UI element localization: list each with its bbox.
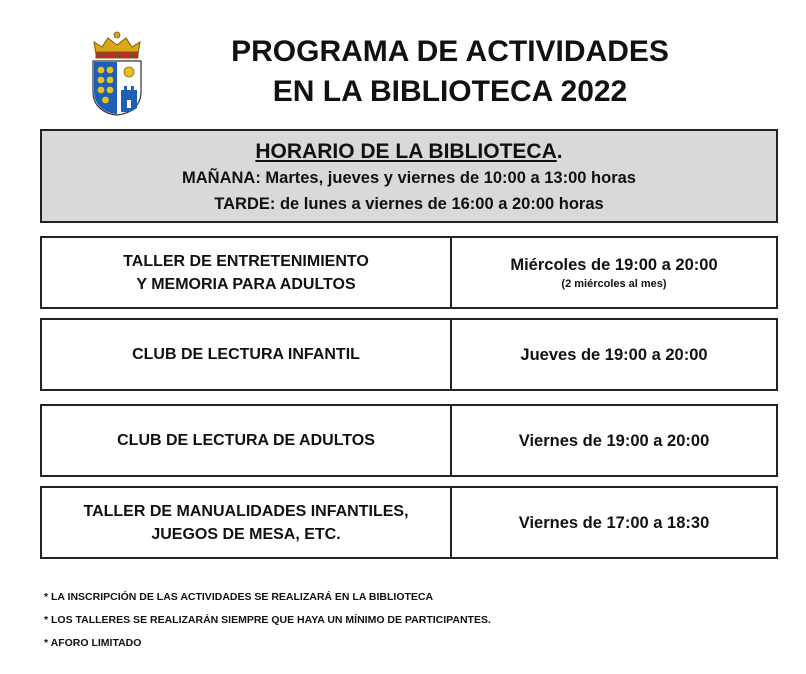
footnote: * AFORO LIMITADO — [44, 637, 142, 649]
activity-schedule: Jueves de 19:00 a 20:00 — [520, 345, 708, 364]
library-hours-box — [40, 129, 778, 223]
activity-row — [40, 318, 778, 391]
hours-morning: MAÑANA: Martes, jueves y viernes de 10:00 a 13:00 horas — [182, 169, 636, 187]
page-title — [200, 32, 700, 112]
activity-name: CLUB DE LECTURA DE ADULTOS — [42, 406, 452, 475]
activity-name: TALLER DE MANUALIDADES INFANTILES, JUEGOS DE MESA, ETC. — [42, 488, 452, 557]
activity-schedule: Viernes de 19:00 a 20:00 — [518, 431, 710, 450]
activity-schedule: Viernes de 17:00 a 18:30 — [518, 513, 710, 532]
shield-icon — [93, 61, 141, 115]
title-line-1: PROGRAMA DE ACTIVIDADES — [231, 35, 669, 68]
title-line-2: EN LA BIBLIOTECA 2022 — [272, 75, 628, 108]
footnote: * LA INSCRIPCIÓN DE LAS ACTIVIDADES SE REALIZARÁ EN LA BIBLIOTECA — [44, 591, 434, 603]
activity-row — [40, 236, 778, 309]
hours-title: HORARIO DE LA BIBLIOTECA. — [255, 140, 563, 163]
activity-name: CLUB DE LECTURA INFANTIL — [42, 320, 452, 389]
activity-name: TALLER DE ENTRETENIMIENTO Y MEMORIA PARA ADULTOS — [42, 238, 452, 307]
municipal-crest-logo — [88, 30, 146, 116]
activity-row — [40, 404, 778, 477]
hours-afternoon: TARDE: de lunes a viernes de 16:00 a 20:00 horas — [214, 195, 604, 213]
activity-schedule-note: (2 miércoles al mes) — [561, 277, 667, 290]
footnote: * LOS TALLERES SE REALIZARÁN SIEMPRE QUE HAYA UN MÍNIMO DE PARTICIPANTES. — [44, 614, 491, 626]
activity-row — [40, 486, 778, 559]
crown-icon — [94, 32, 140, 58]
activity-schedule: Miércoles de 19:00 a 20:00 (2 miércoles al mes) — [510, 255, 718, 290]
footnotes — [44, 586, 491, 655]
